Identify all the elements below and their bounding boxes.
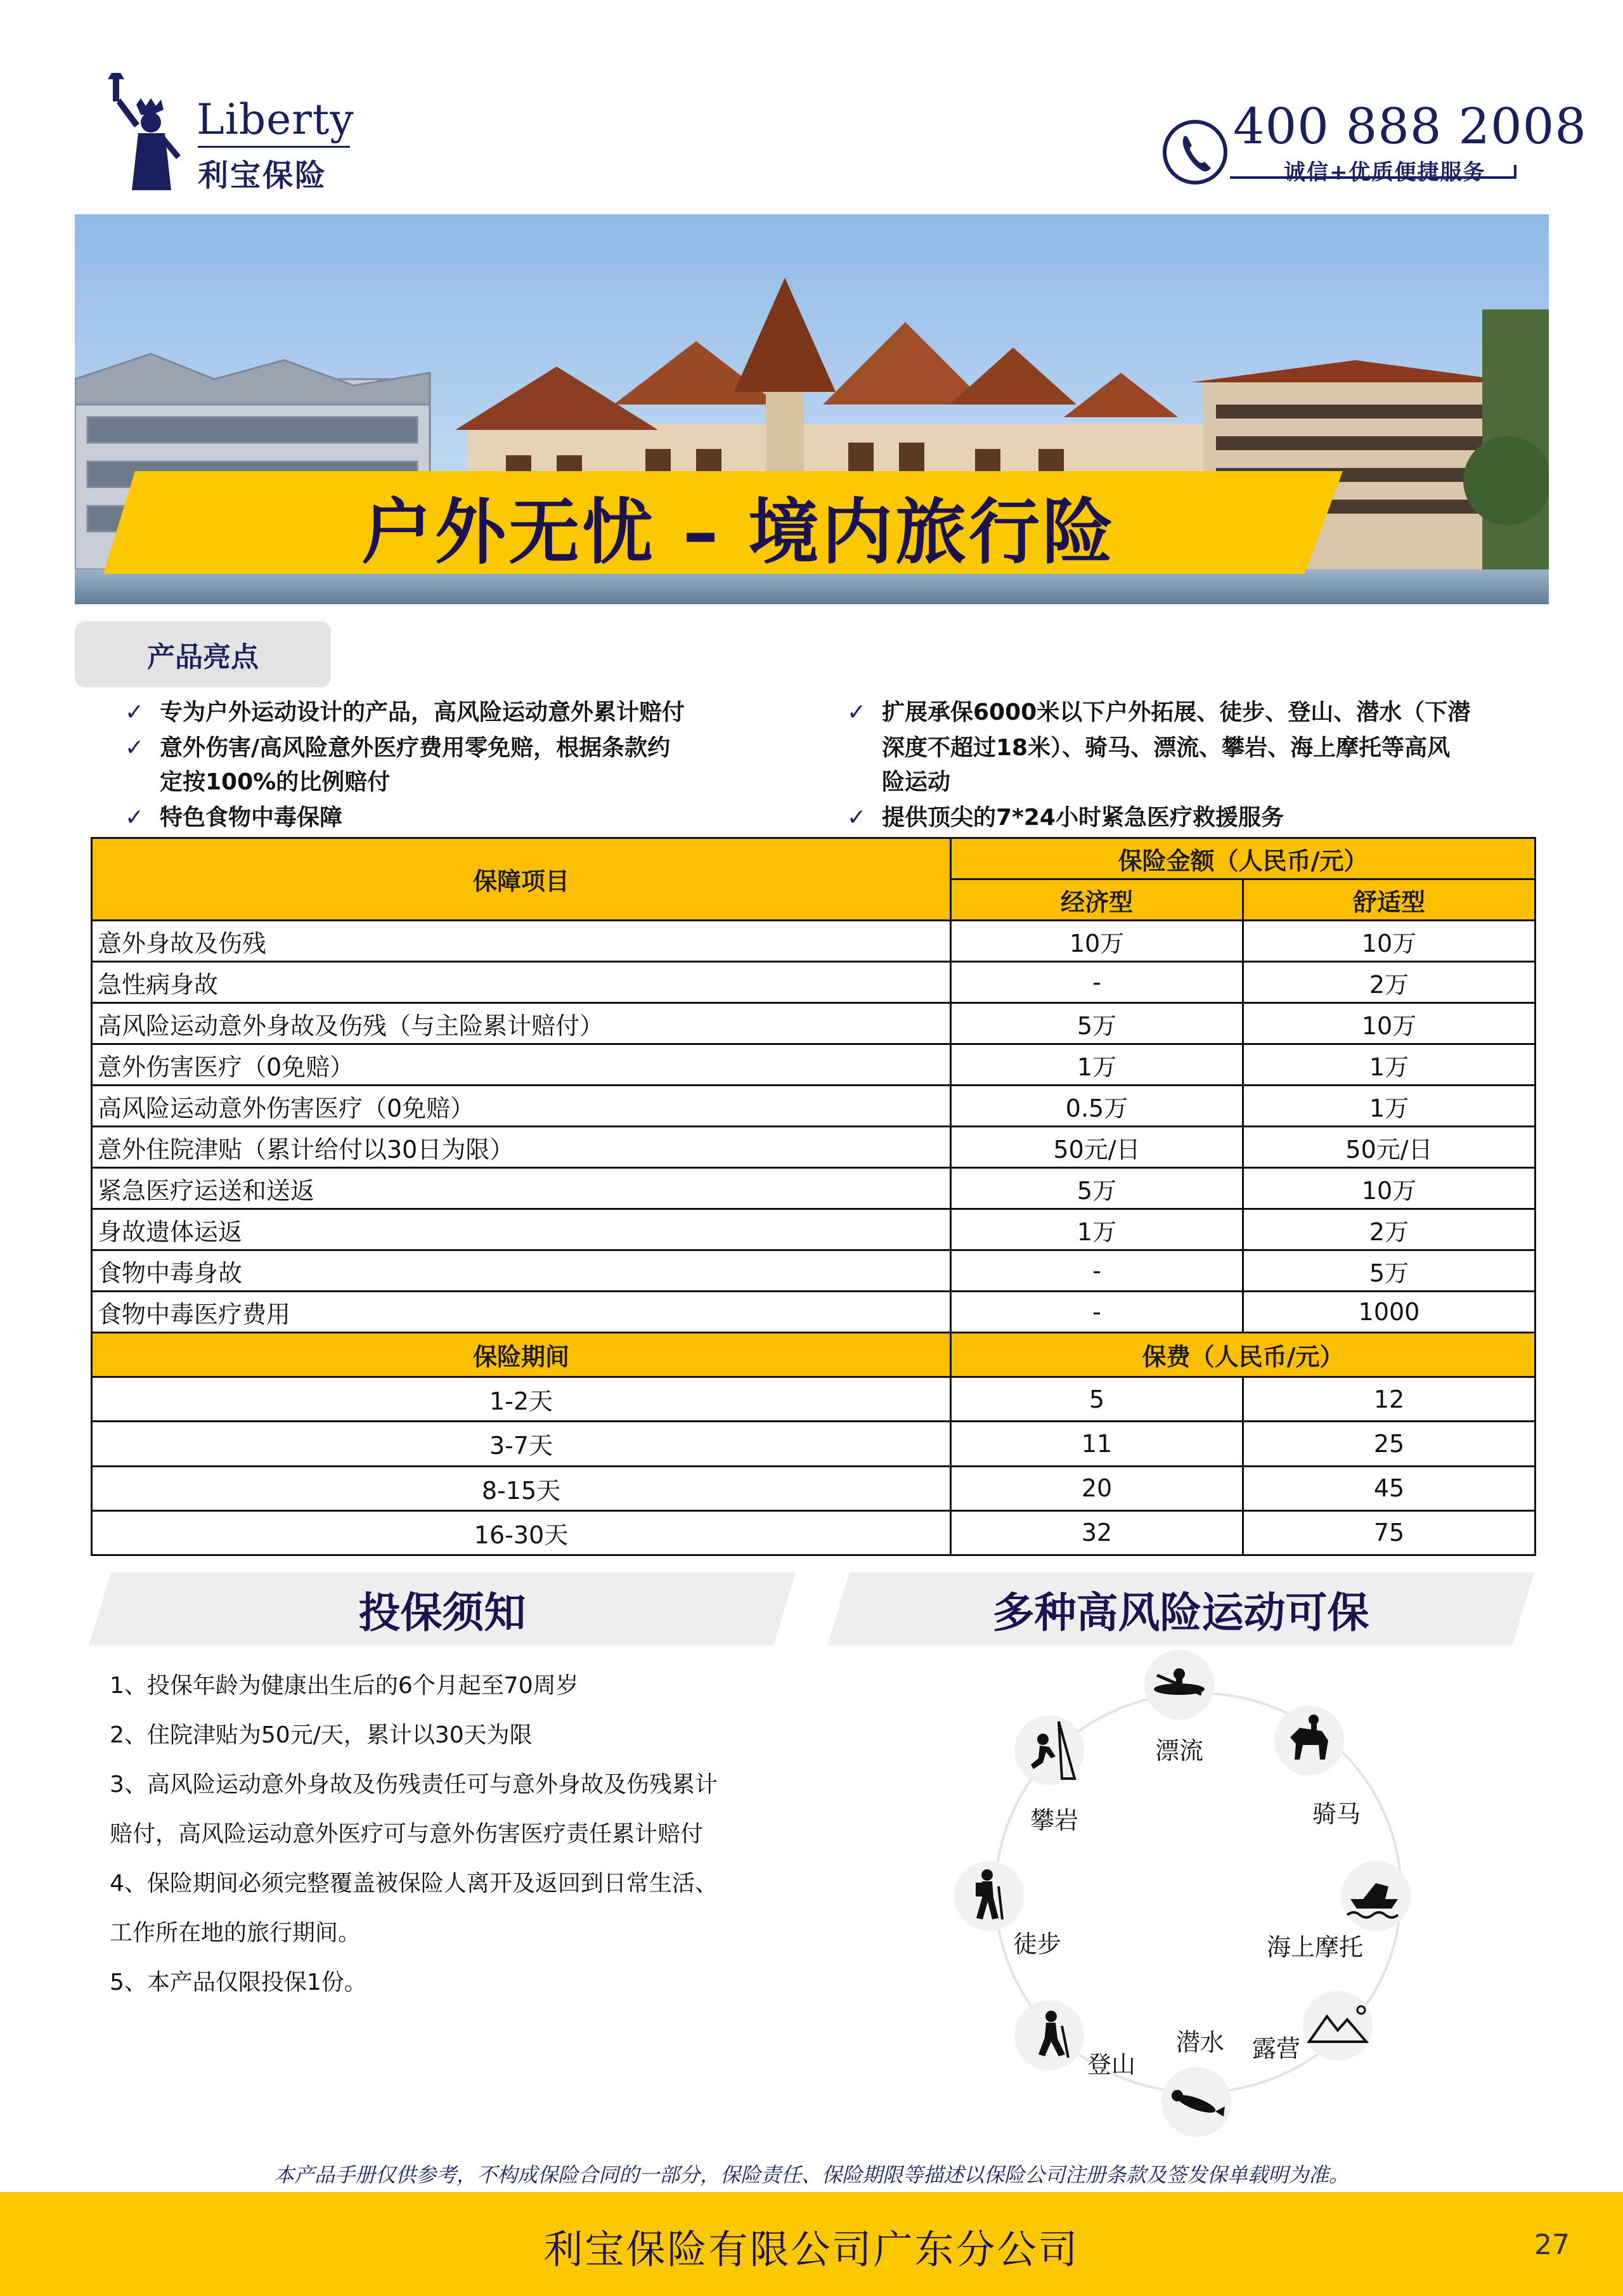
table-row: 8-15天 20 45 bbox=[92, 1466, 1536, 1510]
highlight-item-continued: 定按100%的比例赔付 bbox=[160, 769, 391, 795]
coverage-table bbox=[91, 837, 1534, 1332]
col-header-period: 保险期间 bbox=[92, 1333, 951, 1377]
table-row: 意外身故及伤残 10万 10万 bbox=[92, 921, 1536, 962]
notice-line: 4、保险期间必须完整覆盖被保险人离开及返回到日常生活、 bbox=[110, 1871, 718, 1897]
highlight-item: ✓ 特色食物中毒保障 bbox=[125, 800, 822, 836]
logo-divider bbox=[198, 146, 350, 148]
table-row: 3-7天 11 25 bbox=[92, 1422, 1536, 1466]
sport-label: 露营 bbox=[1252, 2035, 1301, 2063]
logo-chinese-name: 利宝保险 bbox=[198, 158, 328, 193]
table-row: 意外伤害医疗（0免赔） 1万 1万 bbox=[92, 1044, 1536, 1086]
notice-heading: 投保须知 bbox=[358, 1588, 526, 1637]
table-row: 食物中毒医疗费用 - 1000 bbox=[92, 1292, 1536, 1333]
jet-ski-icon bbox=[1341, 1861, 1411, 1931]
hiking-icon bbox=[954, 1861, 1024, 1931]
statue-of-liberty-icon bbox=[101, 73, 197, 193]
page-number: 27 bbox=[1534, 2229, 1570, 2261]
company-name: 利宝保险有限公司广东分公司 bbox=[543, 2226, 1080, 2273]
highlight-item: ✓ 扩展承保6000米以下户外拓展、徒步、登山、潜水（下潜 bbox=[847, 695, 1544, 730]
table-row: 高风险运动意外伤害医疗（0免赔） 0.5万 1万 bbox=[92, 1086, 1536, 1127]
table-row: 身故遗体运返 1万 2万 bbox=[92, 1209, 1536, 1250]
kayak-icon bbox=[1144, 1650, 1214, 1720]
sport-label: 攀岩 bbox=[1030, 1806, 1079, 1834]
sport-label: 徒步 bbox=[1013, 1930, 1062, 1958]
disclaimer: 本产品手册仅供参考，不构成保险合同的一部分，保险责任、保险期限等描述以保险公司注册条款及签发保单载明为准。 bbox=[273, 2163, 1349, 2187]
check-icon: ✓ bbox=[847, 805, 867, 831]
notice-line: 2、住院津贴为50元/天，累计以30天为限 bbox=[110, 1722, 533, 1748]
check-icon: ✓ bbox=[125, 805, 145, 831]
table-row: 1-2天 5 12 bbox=[92, 1377, 1536, 1422]
hotline-slogan: 诚信+优质便捷服务 bbox=[1284, 160, 1486, 185]
col-header-fee: 保费（人民币/元） bbox=[951, 1333, 1536, 1377]
hotline-number[interactable]: 400 888 2008 bbox=[1233, 98, 1587, 155]
table-row: 意外住院津贴（累计给付以30日为限） 50元/日 50元/日 bbox=[92, 1127, 1536, 1168]
col-header-plan-comfort: 舒适型 bbox=[1243, 879, 1536, 921]
sport-label: 登山 bbox=[1087, 2051, 1136, 2079]
highlights-heading: 产品亮点 bbox=[147, 641, 259, 673]
premium-table bbox=[91, 1332, 1534, 1556]
table-row: 16-30天 32 75 bbox=[92, 1510, 1536, 1555]
sport-label: 潜水 bbox=[1176, 2028, 1225, 2056]
table-row: 紧急医疗运送和送返 5万 10万 bbox=[92, 1168, 1536, 1209]
highlight-item: ✓ 提供顶尖的7*24小时紧急医疗救援服务 bbox=[847, 800, 1544, 836]
logo-english-name: Liberty bbox=[197, 95, 354, 144]
notice-line: 赔付，高风险运动意外医疗可与意外伤害医疗责任累计赔付 bbox=[110, 1821, 704, 1847]
rock-climbing-icon bbox=[1014, 1715, 1084, 1785]
col-header-item: 保障项目 bbox=[92, 838, 951, 921]
notice-line: 1、投保年龄为健康出生后的6个月起至70周岁 bbox=[110, 1673, 579, 1699]
highlight-item-continued: 深度不超过18米）、骑马、漂流、攀岩、海上摩托等高风 bbox=[882, 735, 1451, 761]
sports-heading: 多种高风险运动可保 bbox=[992, 1588, 1369, 1637]
notice-line: 5、本产品仅限投保1份。 bbox=[110, 1969, 367, 1995]
check-icon: ✓ bbox=[847, 699, 867, 725]
highlight-item-continued: 险运动 bbox=[882, 769, 951, 795]
table-row: 高风险运动意外身故及伤残（与主险累计赔付） 5万 10万 bbox=[92, 1003, 1536, 1044]
col-header-plan-economy: 经济型 bbox=[951, 879, 1243, 921]
sport-label: 海上摩托 bbox=[1267, 1933, 1364, 1961]
sport-label: 骑马 bbox=[1312, 1800, 1361, 1828]
check-icon: ✓ bbox=[125, 735, 145, 761]
phone-icon bbox=[1165, 122, 1225, 183]
col-header-amount: 保险金额（人民币/元） bbox=[951, 838, 1536, 879]
sport-label: 漂流 bbox=[1155, 1737, 1204, 1765]
diving-icon bbox=[1161, 2067, 1231, 2137]
table-row: 急性病身故 - 2万 bbox=[92, 962, 1536, 1003]
product-title: 户外无忧 – 境内旅行险 bbox=[361, 491, 1116, 574]
camping-icon bbox=[1303, 1991, 1373, 2061]
horse-riding-icon bbox=[1274, 1706, 1344, 1775]
table-row: 食物中毒身故 - 5万 bbox=[92, 1250, 1536, 1292]
notice-line: 3、高风险运动意外身故及伤残责任可与意外身故及伤残累计 bbox=[110, 1772, 718, 1798]
notice-line: 工作所在地的旅行期间。 bbox=[110, 1920, 361, 1946]
mountaineering-icon bbox=[1014, 2001, 1084, 2070]
highlight-item: ✓ 意外伤害/高风险意外医疗费用零免赔，根据条款约 bbox=[125, 730, 822, 766]
highlight-item: ✓ 专为户外运动设计的产品，高风险运动意外累计赔付 bbox=[125, 695, 822, 730]
check-icon: ✓ bbox=[125, 699, 145, 725]
